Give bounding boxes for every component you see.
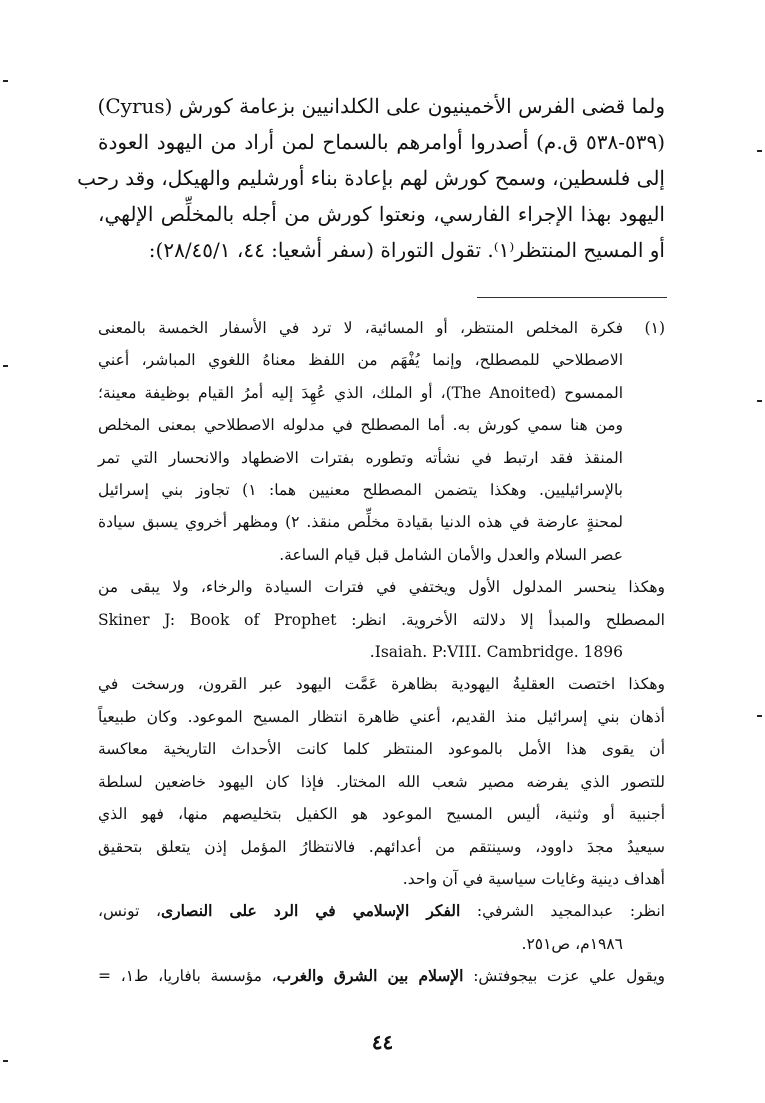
footnote-line: لمحنةٍ عارضة في هذه الدنيا بقيادة مخلِّص منقذ. ٢) ومظهر أخروي يسبق سيادة xyxy=(98,513,623,532)
footnote-line: أن يقوى هذا الأمل بالموعود المنتظر كلما كانت الأحداث التاريخية معاكسة xyxy=(98,740,665,759)
footnote-line: المنقذ فقد ارتبط في نشأته وتطوره بفترات الاضطهاد والانحسار التي تمر xyxy=(98,448,623,467)
footnote-line: بالإسرائيليين. وهكذا يتضمن المصطلح معنيين هما: ١) تجاوز بني إسرائيل xyxy=(98,481,623,500)
reference-prefix: ويقول علي عزت بيجوفتش: xyxy=(463,967,666,986)
reference-line xyxy=(98,895,665,927)
main-line: ولما قضى الفرس الأخمينيون على الكلدانيين بزعامة كورش (Cyrus) xyxy=(97,94,665,118)
footnote-line: سيعيدُ مجدَ داوود، وسينتقم من أعدائهم. فالانتظارُ المؤمل إذن يتعلق بتحقيق xyxy=(98,837,665,856)
reference-suffix: ، تونس، xyxy=(98,902,161,921)
footnote-separator xyxy=(477,297,667,298)
reference-prefix: انظر: عبدالمجيد الشرفي: xyxy=(460,902,665,921)
page-number: ٤٤ xyxy=(371,1030,394,1054)
footnote-line: Isaiah. P:VIII. Cambridge. 1896. xyxy=(369,643,623,662)
footnote-line: ومن هنا سمي كورش به. أما المصطلح في مدلوله الاصطلاحي بمعنى المخلص xyxy=(98,416,623,435)
margin-mark xyxy=(3,1060,8,1062)
main-line: (٥٣٩-٥٣٨ ق.م) أصدروا أوامرهم بالسماح لمن أراد من اليهود العودة xyxy=(98,130,665,154)
margin-mark xyxy=(3,365,8,367)
footnote-line: الاصطلاحي للمصطلح، وإنما يُفْهَم من اللفظ معناهُ اللغوي المباشر، أعني xyxy=(98,351,623,370)
main-paragraph xyxy=(77,88,665,268)
footnote-1 xyxy=(98,312,665,571)
footnote-line: وهكذا اختصت العقليةُ اليهودية بظاهرة عَمَّت اليهود عبر القرون، ورسخت في xyxy=(98,675,665,694)
reference-title: الفكر الإسلامي في الرد على النصارى xyxy=(160,901,461,921)
main-line: أو المسيح المنتظر⁽١⁾. تقول التوراة (سفر أشعيا: ٤٤، ٢٨/٤٥/١): xyxy=(148,238,665,262)
reference-suffix: ، مؤسسة بافاريا، ط١، = xyxy=(98,967,277,986)
footnote-line: أجنبية أو وثنية، أليس المسيح الموعود هو الكفيل بتخليصهم منها، فهو الذي xyxy=(98,805,665,824)
main-line: اليهود بهذا الإجراء الفارسي، ونعتوا كورش من أجله بالمخلِّص الإلهي، xyxy=(98,202,665,226)
margin-mark xyxy=(757,400,762,402)
footnote-line: أذهان بني إسرائيل منذ القديم، أعني ظاهرة انتظار المسيح الموعود. وكان طبيعياً xyxy=(98,707,665,726)
footnotes-section xyxy=(98,312,665,993)
margin-mark xyxy=(757,150,762,152)
footnote-line: وهكذا ينحسر المدلول الأول ويختفي في فترات السيادة والرخاء، ولا يبقى من xyxy=(98,578,665,597)
margin-mark xyxy=(757,715,762,717)
footnote-line: الممسوح (The Anoited)، أو الملك، الذي عُهِدَ إليه أمرُ القيام بوظيفة معينة؛ xyxy=(98,383,624,402)
reference-title: الإسلام بين الشرق والغرب xyxy=(276,966,464,986)
footnote-line: عصر السلام والعدل والأمان الشامل قبل قيام الساعة. xyxy=(279,545,623,564)
footnote-line: أهداف دينية وغايات سياسية في آن واحد. xyxy=(402,869,665,888)
footnote-line: للتصور الذي يفرضه مصير شعب الله المختار. فإذا كان اليهود خاضعين لسلطة xyxy=(98,772,665,791)
main-line: إلى فلسطين، وسمح كورش لهم بإعادة بناء أورشليم والهيكل، وقد رحب xyxy=(77,166,665,190)
margin-mark xyxy=(3,80,8,82)
reference-line: ١٩٨٦م، ص٢٥١. xyxy=(521,934,623,953)
footnote-number: (١) xyxy=(644,319,665,337)
footnote-line: المصطلح والمبدأ إلا دلالته الأخروية. انظر: Skiner J: Book of Prophet xyxy=(98,610,665,629)
footnote-line: فكرة المخلص المنتظر، أو المسائية، لا ترد في الأسفار الخمسة بالمعنى xyxy=(98,319,623,337)
reference-line xyxy=(98,960,665,992)
